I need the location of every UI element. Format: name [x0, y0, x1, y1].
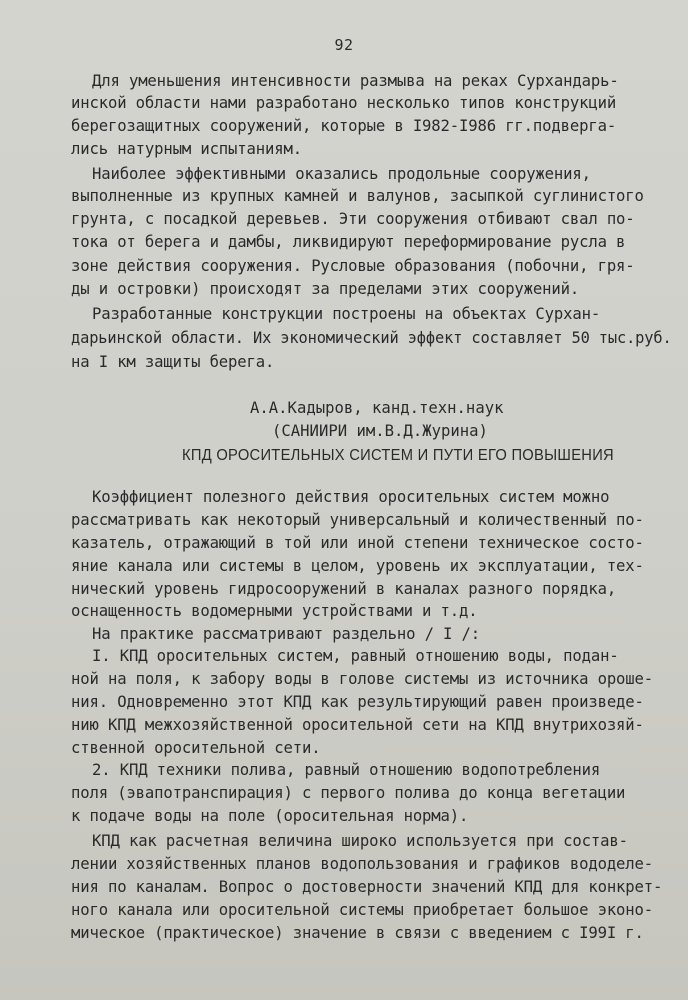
- author-name: А.А.Кадыров, канд.техн.наук: [250, 399, 504, 417]
- text-line: нию КПД межхозяйственной оросительной сети на КПД внутрихозяй-: [71, 716, 644, 734]
- text-line: инской области нами разработано несколько типов конструкций: [71, 94, 617, 112]
- text-line: поля (эвапотранспирация) с первого полива до конца вегетации: [71, 784, 626, 802]
- text-line: выполненные из крупных камней и валунов, засыпкой суглинистого: [71, 187, 644, 205]
- text-line: ной на поля, к забору воды в голове системы из источника ороше-: [71, 670, 654, 688]
- text-line: лись натурным испытаниям.: [71, 140, 302, 158]
- text-line: Коэффициент полезного действия оросительных систем можно: [92, 488, 610, 506]
- text-line: КПД как расчетная величина широко используется при состав-: [92, 832, 628, 850]
- text-line: На практике рассматривают раздельно / I /:: [92, 625, 481, 643]
- text-line: рассматривать как некоторый универсальный и количественный по-: [71, 511, 644, 529]
- text-line: лении хозяйственных планов водопользования и графиков вододеле-: [71, 855, 654, 873]
- author-affiliation: (САНИИРИ им.В.Д.Журина): [272, 422, 488, 440]
- text-line: мическое (практическое) значение в связи с введением с I99I г.: [71, 924, 644, 942]
- text-line: ния по каналам. Вопрос о достоверности значений КПД для конкрет-: [71, 878, 663, 896]
- page-number: 92: [334, 36, 354, 54]
- text-line: ды и островки) происходят за пределами этих сооружений.: [71, 280, 580, 298]
- text-line: к подаче воды на поле (оросительная норма).: [71, 807, 469, 825]
- text-line: казатель, отражающий в той или иной степени техническое состо-: [71, 534, 644, 552]
- article-title: КПД ОРОСИТЕЛЬНЫХ СИСТЕМ И ПУТИ ЕГО ПОВЫШЕНИЯ: [182, 447, 614, 464]
- text-line: I. КПД оросительных систем, равный отношению воды, подан-: [92, 647, 619, 665]
- text-line: ного канала или оросительной системы приобретает большое эконо-: [71, 901, 654, 919]
- text-line: грунта, с посадкой деревьев. Эти сооружения отбивают свал по-: [71, 210, 635, 228]
- text-line: ственной оросительной сети.: [71, 739, 321, 757]
- text-line: яние канала или системы в целом, уровень их эксплуатации, тех-: [71, 557, 644, 575]
- text-line: ния. Одновременно этот КПД как результирующий равен произведе-: [71, 693, 644, 711]
- text-line: зоне действия сооружения. Русловые образования (побочни, гря-: [71, 257, 635, 275]
- text-line: на I км защиты берега.: [71, 353, 275, 371]
- text-line: Для уменьшения интенсивности размыва на реках Сурхандарь-: [92, 72, 619, 90]
- text-line: тока от берега и дамбы, ликвидируют переформирование русла в: [71, 233, 626, 251]
- text-line: оснащенность водомерными устройствами и т.д.: [71, 602, 478, 620]
- text-line: берегозащитных сооружений, которые в I982-I986 гг.подверга-: [71, 117, 617, 135]
- text-line: Наиболее эффективными оказались продольные сооружения,: [92, 165, 591, 183]
- text-line: дарьинской области. Их экономический эффект составляет 50 тыс.руб.: [71, 329, 672, 347]
- text-line: 2. КПД техники полива, равный отношению водопотребления: [92, 761, 601, 779]
- text-line: нический уровень гидросооружений в каналах разного порядка,: [71, 580, 617, 598]
- text-line: Разработанные конструкции построены на объектах Сурхан-: [92, 305, 601, 323]
